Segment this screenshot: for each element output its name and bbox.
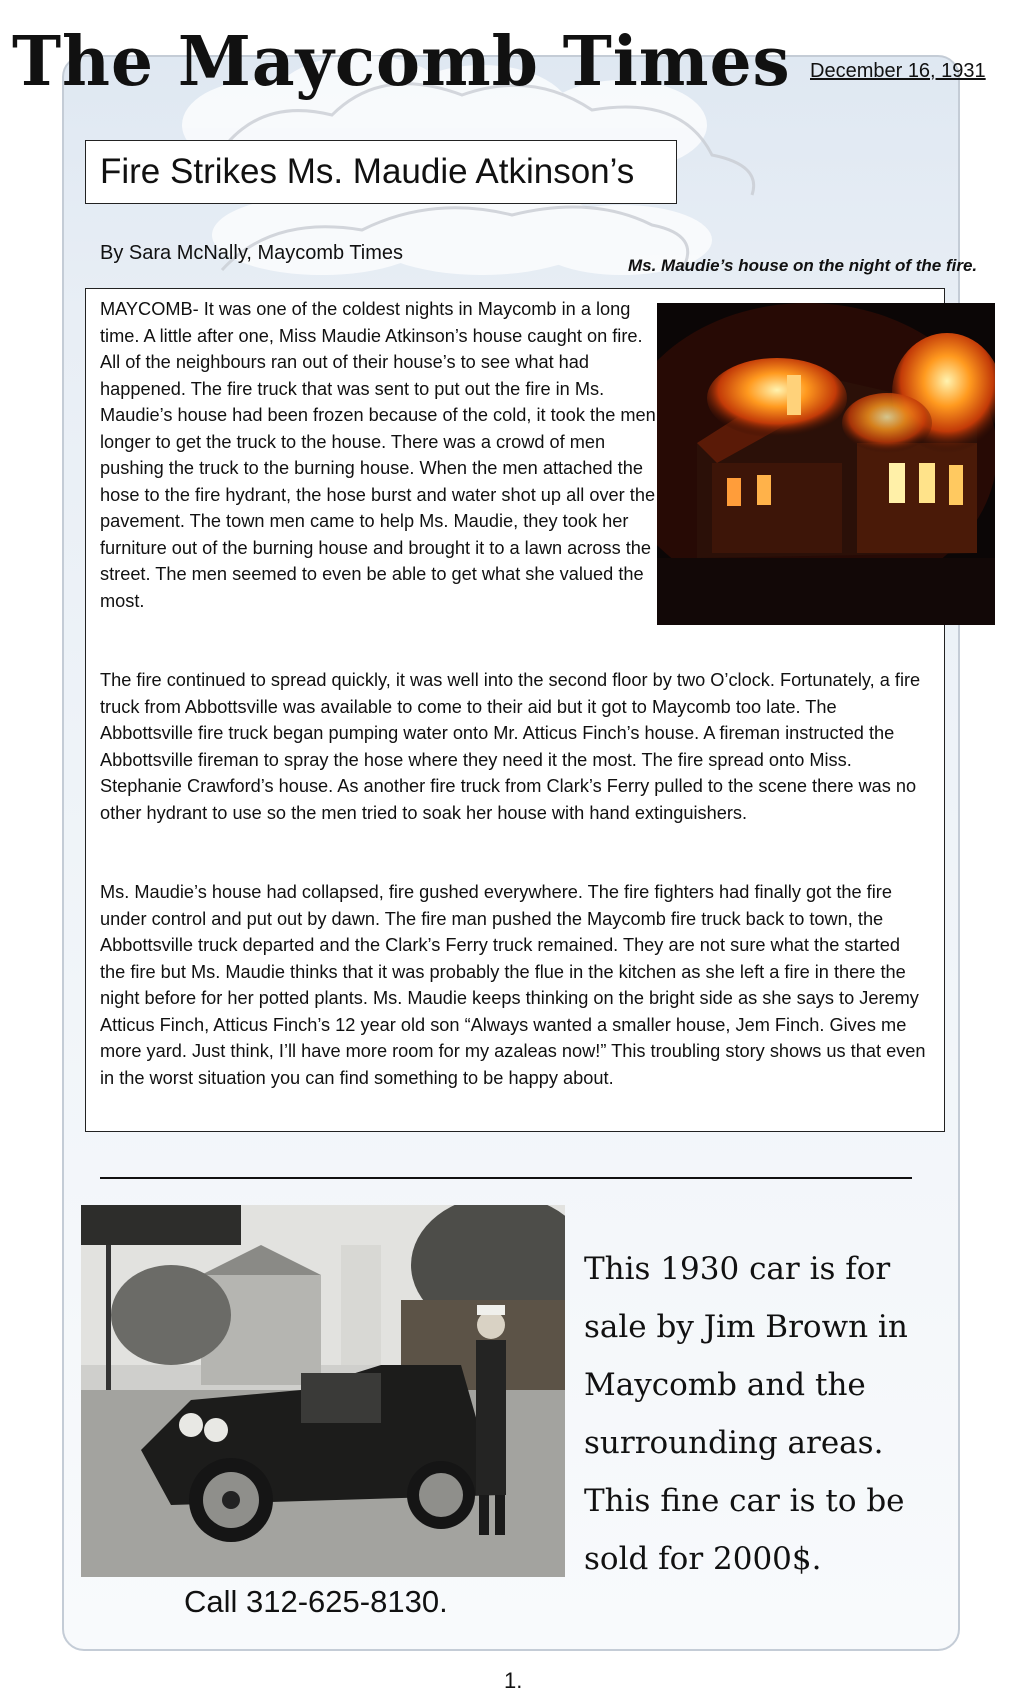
headline-box xyxy=(85,140,677,204)
call-phone-number: Call 312-625-8130. xyxy=(184,1584,448,1619)
photo-caption: Ms. Maudie’s house on the night of the fire. xyxy=(628,256,978,275)
section-divider xyxy=(100,1177,912,1179)
article-headline: Fire Strikes Ms. Maudie Atkinson’s xyxy=(100,152,635,191)
house-fire-photo xyxy=(657,303,995,625)
vintage-car-photo xyxy=(81,1205,565,1577)
masthead-title: The Maycomb Times xyxy=(12,22,791,102)
article-paragraph-3: Ms. Maudie’s house had collapsed, fire gushed everywhere. The fire fighters had finally got the fire under control and put out by dawn. The fire man pushed the Maycomb fire truck back to town, the Abbottsville truck departed and the Clark’s Ferry truck remained. They are not sure what the started the fire but Ms. Maudie thinks that it was probably the flue in the kitchen as she left a fire in there the night before for her potted plants. Ms. Maudie keeps thinking on the bright side as she says to Jeremy Atticus Finch, Atticus Finch’s 12 year old son “Always wanted a smaller house, Jem Finch. Gives me more yard. Just think, I’ll have more room for my azaleas now!” This troubling story shows us that even in the worst situation you can find something to be happy about. xyxy=(100,882,926,1088)
article-byline: By Sara McNally, Maycomb Times xyxy=(100,242,404,264)
article-paragraph-1: MAYCOMB- It was one of the coldest nights in Maycomb in a long time. A little after one, Miss Maudie Atkinson’s house caught on fire. All of the neighbours ran out of their house’s to see what had happened. The fire truck that was sent to put out the fire in Ms. Maudie’s house had been frozen because of the cold, it took the men longer to get the truck to the house. There was a crowd of men pushing the truck to the burning house. When the men attached the hose to the fire hydrant, the hose burst and water shot up all over the pavement. The town men came to help Ms. Maudie, they took her furniture out of the burning house and brought it to a lawn across the street. The men seemed to even be able to get what she valued the most. xyxy=(100,299,656,611)
page-number: 1. xyxy=(504,1668,523,1693)
article-paragraph-2: The fire continued to spread quickly, it was well into the second floor by two O’clock. Fortunately, a fire truck from Abbottsville was available to come to their aid but it got to Maycomb too late. The Abbottsville fire truck began pumping water onto Mr. Atticus Finch’s house. A fireman instructed the Abbottsville fireman to spray the hose where they need it the most. The fire spread onto Miss. Stephanie Crawford’s house. As another fire truck from Clark’s Ferry pulled to the scene there was no other hydrant to use so the men tried to soak her house with hand extinguishers. xyxy=(100,670,921,823)
car-ad-text: This 1930 car is for sale by Jim Brown in Maycomb and the surrounding areas. This fine car is to be sold for 2000$. xyxy=(584,1251,908,1577)
issue-date: December 16, 1931 xyxy=(810,60,986,82)
